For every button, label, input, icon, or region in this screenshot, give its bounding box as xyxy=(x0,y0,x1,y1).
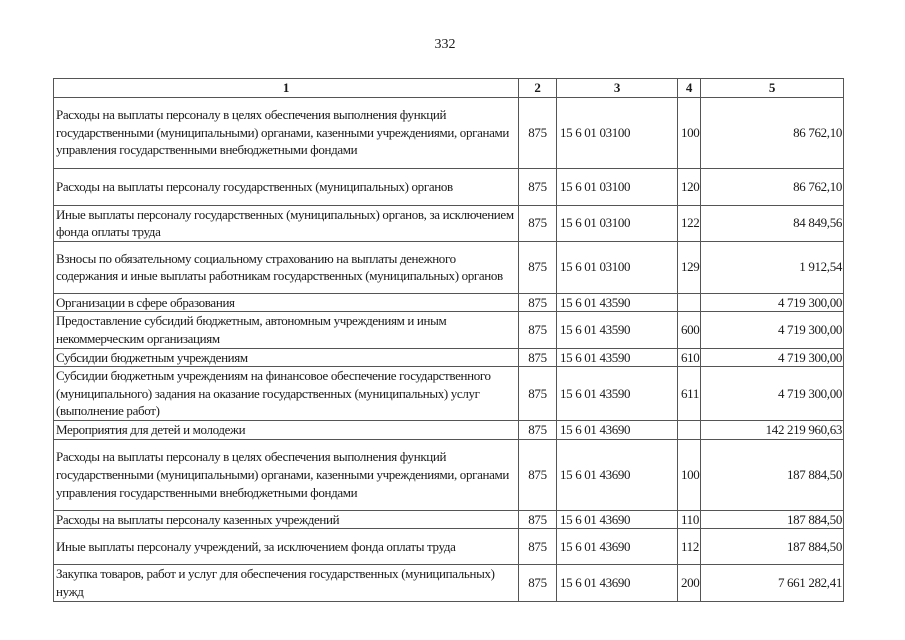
row-ministry-code: 875 xyxy=(519,205,557,241)
row-expense-type: 112 xyxy=(678,529,701,565)
table-row xyxy=(54,168,844,205)
row-target-article: 15 6 01 03100 xyxy=(557,241,678,293)
row-expense-type: 100 xyxy=(678,97,701,168)
page-number: 332 xyxy=(434,37,456,52)
row-expense-type: 120 xyxy=(678,168,701,205)
row-target-article: 15 6 01 43690 xyxy=(557,565,678,601)
row-amount: 187 884,50 xyxy=(701,529,844,565)
row-expense-type: 100 xyxy=(678,439,701,510)
row-ministry-code: 875 xyxy=(519,241,557,293)
table-row xyxy=(54,97,844,168)
row-description: Расходы на выплаты персоналу в целях обеспечения выполнения функций государственными (муниципальными) органами, казенными учреждениями, органами управления государственными внебюджетными фондами xyxy=(54,439,519,510)
table-row xyxy=(54,510,844,529)
row-amount: 86 762,10 xyxy=(701,168,844,205)
table-row xyxy=(54,421,844,440)
row-target-article: 15 6 01 03100 xyxy=(557,205,678,241)
row-expense-type: 611 xyxy=(678,367,701,421)
row-ministry-code: 875 xyxy=(519,293,557,312)
row-ministry-code: 875 xyxy=(519,529,557,565)
row-expense-type: 200 xyxy=(678,565,701,601)
table-row xyxy=(54,529,844,565)
row-expense-type: 610 xyxy=(678,348,701,367)
row-expense-type xyxy=(678,293,701,312)
table-row xyxy=(54,439,844,510)
row-description: Мероприятия для детей и молодежи xyxy=(54,421,519,440)
table-row xyxy=(54,205,844,241)
row-ministry-code: 875 xyxy=(519,312,557,348)
table-row xyxy=(54,241,844,293)
header-col-5: 5 xyxy=(701,79,844,98)
row-description: Субсидии бюджетным учреждениям на финансовое обеспечение государственного (муниципального) задания на оказание государственных (муниципальных) услуг (выполнение работ) xyxy=(54,367,519,421)
row-description: Взносы по обязательному социальному страхованию на выплаты денежного содержания и иные выплаты работникам государственных (муниципальных) органов xyxy=(54,241,519,293)
row-ministry-code: 875 xyxy=(519,367,557,421)
row-amount: 4 719 300,00 xyxy=(701,348,844,367)
row-target-article: 15 6 01 43690 xyxy=(557,421,678,440)
row-expense-type: 129 xyxy=(678,241,701,293)
header-col-3: 3 xyxy=(557,79,678,98)
row-description: Закупка товаров, работ и услуг для обеспечения государственных (муниципальных) нужд xyxy=(54,565,519,601)
row-amount: 4 719 300,00 xyxy=(701,367,844,421)
table-row xyxy=(54,312,844,348)
row-expense-type: 110 xyxy=(678,510,701,529)
row-amount: 187 884,50 xyxy=(701,439,844,510)
row-amount: 142 219 960,63 xyxy=(701,421,844,440)
row-target-article: 15 6 01 43690 xyxy=(557,439,678,510)
row-target-article: 15 6 01 03100 xyxy=(557,97,678,168)
row-description: Предоставление субсидий бюджетным, автономным учреждениям и иным некоммерческим организациям xyxy=(54,312,519,348)
row-ministry-code: 875 xyxy=(519,421,557,440)
header-col-1: 1 xyxy=(54,79,519,98)
row-target-article: 15 6 01 43590 xyxy=(557,367,678,421)
row-amount: 1 912,54 xyxy=(701,241,844,293)
row-amount: 7 661 282,41 xyxy=(701,565,844,601)
row-target-article: 15 6 01 03100 xyxy=(557,168,678,205)
row-ministry-code: 875 xyxy=(519,348,557,367)
row-description: Расходы на выплаты персоналу в целях обеспечения выполнения функций государственными (муниципальными) органами, казенными учреждениями, органами управления государственными внебюджетными фондами xyxy=(54,97,519,168)
row-ministry-code: 875 xyxy=(519,510,557,529)
row-amount: 4 719 300,00 xyxy=(701,312,844,348)
table-row xyxy=(54,367,844,421)
row-amount: 84 849,56 xyxy=(701,205,844,241)
row-target-article: 15 6 01 43690 xyxy=(557,529,678,565)
row-ministry-code: 875 xyxy=(519,97,557,168)
table-row xyxy=(54,565,844,601)
row-amount: 187 884,50 xyxy=(701,510,844,529)
row-expense-type: 122 xyxy=(678,205,701,241)
row-description: Иные выплаты персоналу государственных (муниципальных) органов, за исключением фонда оплаты труда xyxy=(54,205,519,241)
row-description: Организации в сфере образования xyxy=(54,293,519,312)
table-header-row xyxy=(54,79,844,98)
row-amount: 4 719 300,00 xyxy=(701,293,844,312)
row-description: Иные выплаты персоналу учреждений, за исключением фонда оплаты труда xyxy=(54,529,519,565)
budget-table xyxy=(53,78,844,602)
row-ministry-code: 875 xyxy=(519,439,557,510)
row-target-article: 15 6 01 43590 xyxy=(557,293,678,312)
row-expense-type: 600 xyxy=(678,312,701,348)
row-ministry-code: 875 xyxy=(519,168,557,205)
header-col-4: 4 xyxy=(678,79,701,98)
row-description: Субсидии бюджетным учреждениям xyxy=(54,348,519,367)
row-description: Расходы на выплаты персоналу казенных учреждений xyxy=(54,510,519,529)
row-ministry-code: 875 xyxy=(519,565,557,601)
row-target-article: 15 6 01 43590 xyxy=(557,312,678,348)
row-expense-type xyxy=(678,421,701,440)
row-description: Расходы на выплаты персоналу государственных (муниципальных) органов xyxy=(54,168,519,205)
table-row xyxy=(54,293,844,312)
row-target-article: 15 6 01 43590 xyxy=(557,348,678,367)
row-amount: 86 762,10 xyxy=(701,97,844,168)
row-target-article: 15 6 01 43690 xyxy=(557,510,678,529)
table-row xyxy=(54,348,844,367)
header-col-2: 2 xyxy=(519,79,557,98)
